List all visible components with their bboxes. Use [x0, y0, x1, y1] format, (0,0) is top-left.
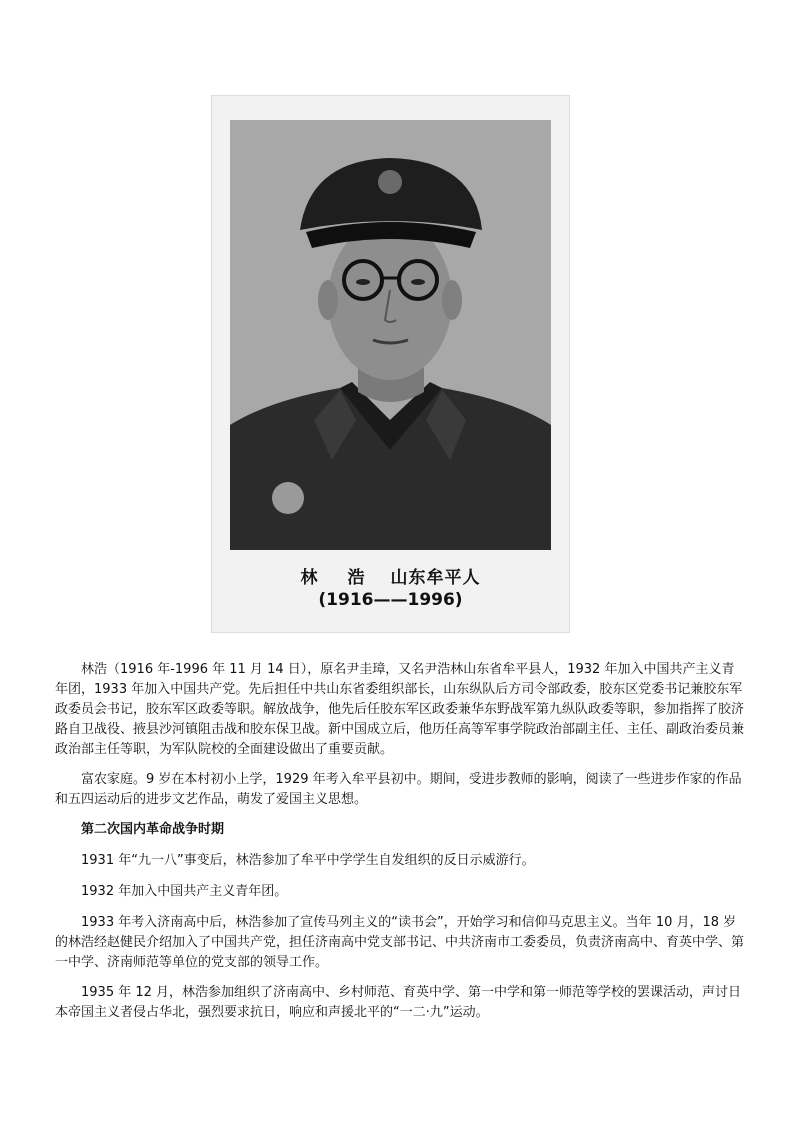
event-paragraph-4: [55, 983, 745, 1023]
portrait-caption-name: [212, 563, 569, 588]
caption-origin: 山东牟平人: [390, 568, 481, 588]
biography-paragraph-1: [55, 660, 745, 760]
portrait-photo: [230, 120, 551, 550]
section-heading-text: 第二次国内革命战争时期: [81, 822, 225, 837]
paragraph-text: 1931 年“九一八”事变后，林浩参加了牟平中学学生自发组织的反日示威游行。: [81, 853, 535, 868]
paragraph-text: 1935 年 12 月，林浩参加组织了济南高中、乡村师范、育英中学、第一中学和第一师范等学校的罢课活动，声讨日本帝国主义者侵占华北，强烈要求抗日，响应和声援北平的“一二·九”运动。: [55, 985, 742, 1020]
section-heading: [55, 820, 745, 840]
paragraph-text: 富农家庭。9 岁在本村初小上学，1929 年考入牟平县初中。期间，受进步教师的影响，阅读了一些进步作家的作品和五四运动后的进步文艺作品，萌发了爱国主义思想。: [55, 772, 742, 807]
paragraph-text: 1932 年加入中国共产主义青年团。: [81, 884, 288, 899]
event-paragraph-1: [55, 851, 745, 871]
event-paragraph-2: [55, 882, 745, 902]
portrait-card: [212, 96, 569, 632]
paragraph-text: 1933 年考入济南高中后，林浩参加了宣传马列主义的“读书会”，开始学习和信仰马克思主义。当年 10 月，18 岁的林浩经赵健民介绍加入了中国共产党，担任济南高中党支部书记、中共济南市工委委员，负责济南高中、育英中学、第一中学、济南师范等单位的党支部的领导工作。: [55, 915, 745, 970]
caption-years: (1916——1996): [318, 590, 463, 610]
event-paragraph-3: [55, 913, 745, 973]
paragraph-text: 林浩（1916 年-1996 年 11 月 14 日），原名尹圭璋，又名尹浩林山东省牟平县人，1932 年加入中国共产主义青年团，1933 年加入中国共产党。先后担任中共山东省委组织部长，山东纵队后方司令部政委，胶东区党委书记兼胶东军政委员会书记，胶东军区政委等职。解放战争，他先后任胶东军区政委兼华东野战军第九纵队政委等职，参加指挥了胶济路自卫战役、掖县沙河镇阻击战和胶东保卫战。新中国成立后，他历任高等军事学院政治部副主任、主任、副政治委员兼政治部主任等职，为军队院校的全面建设做出了重要贡献。: [55, 662, 745, 757]
biography-paragraph-2: [55, 770, 745, 810]
portrait-illustration: [230, 120, 551, 550]
caption-name: 林 浩: [300, 568, 377, 588]
